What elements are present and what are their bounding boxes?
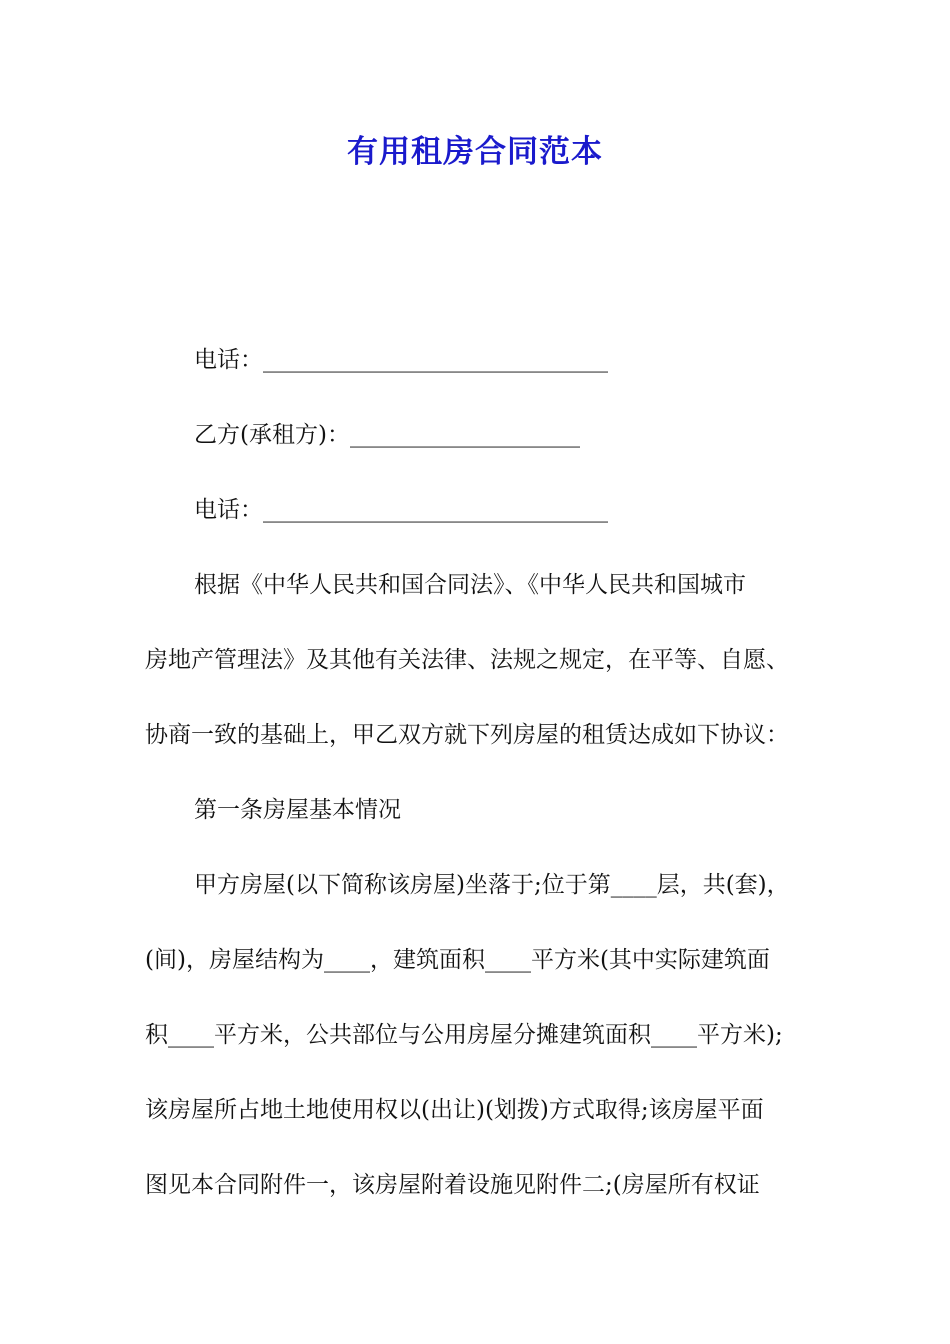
lessee-line: 乙方(承租方)：____________________ xyxy=(194,422,580,448)
paragraph-line: 根据《中华人民共和国合同法》、《中华人民共和国城市 xyxy=(194,572,746,598)
paragraph-line: 积____平方米，公共部位与公用房屋分摊建筑面积____平方米); xyxy=(145,1022,783,1048)
section-heading: 第一条房屋基本情况 xyxy=(194,797,401,823)
paragraph-line: 图见本合同附件一，该房屋附着设施见附件二;(房屋所有权证 xyxy=(145,1172,760,1198)
paragraph-line: 房地产管理法》及其他有关法律、法规之规定，在平等、自愿、 xyxy=(145,647,789,673)
phone-line-lessor: 电话：______________________________ xyxy=(194,347,608,373)
paragraph-line: (间)，房屋结构为____，建筑面积____平方米(其中实际建筑面 xyxy=(145,947,770,973)
paragraph-line: 该房屋所占地土地使用权以(出让)(划拨)方式取得;该房屋平面 xyxy=(145,1097,764,1123)
paragraph-line: 甲方房屋(以下简称该房屋)坐落于;位于第____层，共(套)， xyxy=(194,872,790,898)
paragraph-line: 协商一致的基础上，甲乙双方就下列房屋的租赁达成如下协议： xyxy=(145,722,789,748)
phone-line-lessee: 电话：______________________________ xyxy=(194,497,608,523)
document-title: 有用租房合同范本 xyxy=(347,134,603,170)
